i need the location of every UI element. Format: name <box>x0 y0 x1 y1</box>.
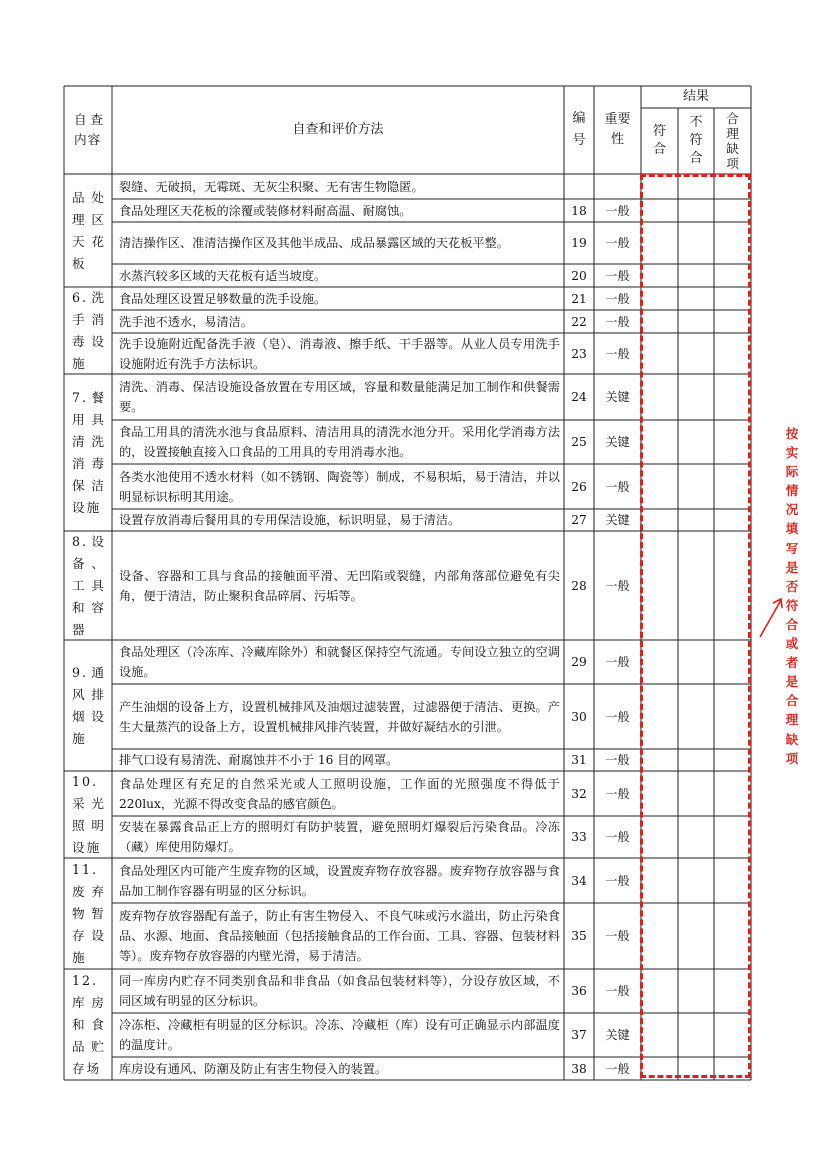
category-label: 9.通风排烟设施 <box>72 664 106 746</box>
row-description-text: 同一库房内贮存不同类别食品和非食品（如食品包装材料等），分设存放区域，不同区域有明显的区分标识。 <box>119 974 560 1008</box>
row-description-text: 产生油烟的设备上方，设置机械排风及油烟过滤装置，过滤器便于清洁、更换。产生大量蒸汽的设备上方，设置机械排风排汽装置，并做好凝结水的引泄。 <box>119 699 560 734</box>
row-description-text: 设备、容器和工具与食品的接触面平滑、无凹陷或裂缝，内部角落部位避免有尖角，便于清洁，防止聚积食品碎屑、污垢等。 <box>119 568 560 603</box>
header-nonconform: 不符合 <box>689 115 703 166</box>
row-description-text: 食品处理区设置足够数量的洗手设施。 <box>119 291 327 306</box>
row-description-text: 废弃物存放容器配有盖子，防止有害生物侵入、不良气味或污水溢出，防止污染食品、水源、地面、食品接触面（包括接触食品的工作台面、工具、容器、包装材料等）。废弃物存放容器的内壁光滑，易于清洁。 <box>119 909 560 963</box>
row-importance: 一般 <box>605 655 630 669</box>
row-description-text: 设置存放消毒后餐用具的专用保洁设施，标识明显，易于清洁。 <box>119 513 461 527</box>
row-importance: 一般 <box>605 786 630 801</box>
row-number: 26 <box>571 479 587 494</box>
category-label: 10.采光照明设施 <box>72 773 106 855</box>
row-number: 25 <box>571 435 587 449</box>
row-description-text: 食品工用具的清洗水池与食品原料、清洁用具的清洗水池分开。采用化学消毒方法的，设置接触直接入口食品的工用具的专用消毒水池。 <box>119 425 560 459</box>
row-number: 23 <box>571 346 587 361</box>
category-label: 7.餐用具清洗消毒保洁设施 <box>72 389 106 515</box>
row-importance: 一般 <box>605 578 630 593</box>
row-importance: 一般 <box>605 830 630 844</box>
header-importance: 重要性 <box>604 112 631 147</box>
row-importance: 一般 <box>605 346 630 361</box>
row-number: 36 <box>571 984 587 998</box>
row-importance: 一般 <box>605 709 630 724</box>
row-importance: 一般 <box>605 984 630 998</box>
category-label: 6.洗手消毒设施 <box>72 289 106 371</box>
row-description-text: 洗手池不透水，易清洁。 <box>119 314 254 329</box>
row-importance: 一般 <box>605 236 630 250</box>
row-importance: 关键 <box>605 435 630 449</box>
row-number: 24 <box>571 390 587 404</box>
annotation-note: 按实际情况填写是否符合或者是合理缺项 <box>785 426 799 766</box>
row-description-text: 安装在暴露食品正上方的照明灯有防护装置，避免照明灯爆裂后污染食品。冷冻（藏）库使用防爆灯。 <box>119 820 560 854</box>
row-importance: 一般 <box>605 268 630 283</box>
row-importance: 一般 <box>605 1061 630 1076</box>
row-description-text: 洗手设施附近配备洗手液（皂）、消毒液、擦手纸、干手器等。从业人员专用洗手设施附近有洗手方法标识。 <box>119 336 560 371</box>
row-importance: 关键 <box>605 1028 630 1042</box>
row-number: 33 <box>571 830 587 844</box>
row-number: 32 <box>571 786 587 801</box>
header-method: 自查和评价方法 <box>292 122 384 137</box>
row-description-text: 水蒸汽较多区域的天花板有适当坡度。 <box>119 268 327 283</box>
category-label: 11.废弃物暂存设施 <box>72 861 106 965</box>
row-description-text: 冷冻柜、冷藏柜有明显的区分标识。冷冻、冷藏柜（库）设有可正确显示内部温度的温度计。 <box>119 1018 560 1052</box>
row-number: 28 <box>571 578 587 593</box>
row-description-text: 食品处理区内可能产生废弃物的区域，设置废弃物存放容器。废弃物存放容器与食品加工制作容器有明显的区分标识。 <box>119 863 560 898</box>
row-importance: 一般 <box>605 479 630 494</box>
header-category: 自查内容 <box>74 112 104 147</box>
row-number: 31 <box>571 753 587 767</box>
row-number: 19 <box>571 236 587 250</box>
row-description-text: 清洗、消毒、保洁设施设备放置在专用区域，容量和数量能满足加工制作和供餐需要。 <box>119 380 560 414</box>
row-number: 37 <box>571 1028 587 1042</box>
row-number: 21 <box>571 291 587 306</box>
header-result: 结果 <box>682 89 709 104</box>
category-label: 8.设备、工具和容器 <box>72 533 106 637</box>
row-description-text: 各类水池使用不透水材料（如不锈钢、陶瓷等）制成，不易积垢，易于清洁，并以明显标识标明其用途。 <box>119 469 560 504</box>
row-description-text: 库房设有通风、防潮及防止有害生物侵入的装置。 <box>119 1061 388 1076</box>
row-number: 27 <box>571 513 587 527</box>
row-description-text: 食品处理区天花板的涂覆或装修材料耐高温、耐腐蚀。 <box>119 203 412 218</box>
row-importance: 一般 <box>605 929 630 943</box>
row-number: 38 <box>571 1061 587 1076</box>
row-description-text: 排气口设有易清洗、耐腐蚀并不小于 16 目的网罩。 <box>119 753 399 767</box>
row-number: 34 <box>571 873 587 888</box>
row-importance: 一般 <box>605 314 630 329</box>
row-number: 18 <box>571 203 587 218</box>
row-importance: 一般 <box>605 753 630 767</box>
row-number: 29 <box>571 655 587 669</box>
row-importance: 一般 <box>605 873 630 888</box>
row-number: 22 <box>571 314 587 329</box>
row-description-text: 食品处理区有充足的自然采光或人工照明设施，工作面的光照强度不得低于 220lux，光源不得改变食品的感官颜色。 <box>119 776 560 811</box>
row-number: 30 <box>571 709 587 724</box>
category-label: 品处理区天花板 <box>72 189 106 271</box>
row-number: 35 <box>571 929 587 943</box>
row-importance: 关键 <box>605 390 630 404</box>
row-number: 20 <box>571 268 587 283</box>
row-importance: 关键 <box>605 513 630 527</box>
header-conform: 符合 <box>652 124 666 157</box>
row-description-text: 清洁操作区、准清洁操作区及其他半成品、成品暴露区域的天花板平整。 <box>119 236 509 250</box>
row-description-text: 裂缝、无破损，无霉斑、无灰尘积聚、无有害生物隐匿。 <box>119 179 424 194</box>
category-label: 12.库房和食品贮存场 <box>72 972 106 1076</box>
header-reasonable-missing: 合理缺项 <box>726 111 739 171</box>
row-description-text: 食品处理区（冷冻库、冷藏库除外）和就餐区保持空气流通。专间设立独立的空调设施。 <box>119 645 560 679</box>
row-importance: 一般 <box>605 291 630 306</box>
header-number: 编号 <box>572 111 586 148</box>
row-importance: 一般 <box>605 203 630 218</box>
